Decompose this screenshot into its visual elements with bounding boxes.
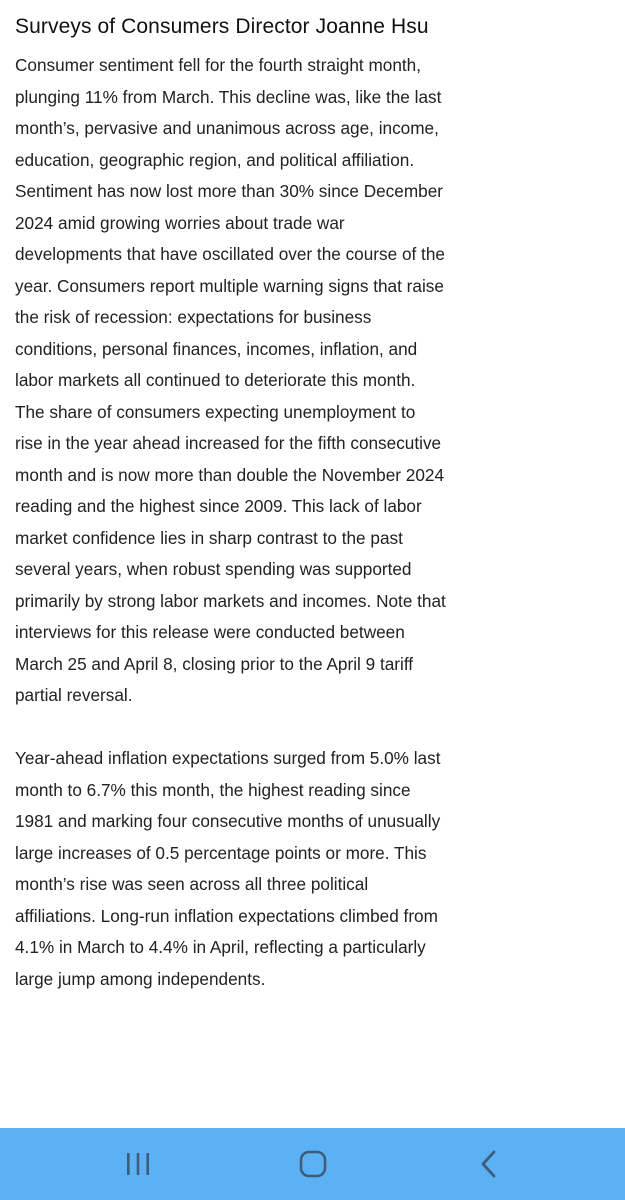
article-title: Surveys of Consumers Director Joanne Hsu: [15, 15, 429, 38]
article: [15, 8, 447, 995]
recent-apps-button[interactable]: [102, 1142, 174, 1186]
home-icon: [298, 1149, 328, 1179]
article-paragraph-2: Year-ahead inflation expectations surged from 5.0% last month to 6.7% this month, the highest reading since 1981 and marking four consecutive months of unusually large increases of 0.5 percentage points or more. This month’s rise was seen across all three political affiliations. Long-run inflation expectations climbed from 4.1% in March to 4.4% in April, reflecting a particularly large jump among independents.: [15, 748, 441, 989]
back-icon: [478, 1149, 500, 1179]
article-paragraph-1: Consumer sentiment fell for the fourth straight month, plunging 11% from March. This decline was, like the last month’s, pervasive and unanimous across age, income, education, geographic region, and political affiliation. Sentiment has now lost more than 30% since December 2024 amid growing worries about trade war developments that have oscillated over the course of the year. Consumers report multiple warning signs that raise the risk of recession: expectations for business conditions, personal finances, incomes, inflation, and labor markets all continued to deteriorate this month. The share of consumers expecting unemployment to rise in the year ahead increased for the fifth consecutive month and is now more than double the November 2024 reading and the highest since 2009. This lack of labor market confidence lies in sharp contrast to the past several years, when robust spending was supported primarily by strong labor markets and incomes. Note that interviews for this release were conducted between March 25 and April 8, closing prior to the April 9 tariff partial reversal.: [15, 55, 446, 705]
recent-apps-icon: [124, 1151, 152, 1177]
back-button[interactable]: [453, 1142, 525, 1186]
system-navigation-bar: [0, 1128, 625, 1200]
home-button[interactable]: [277, 1142, 349, 1186]
